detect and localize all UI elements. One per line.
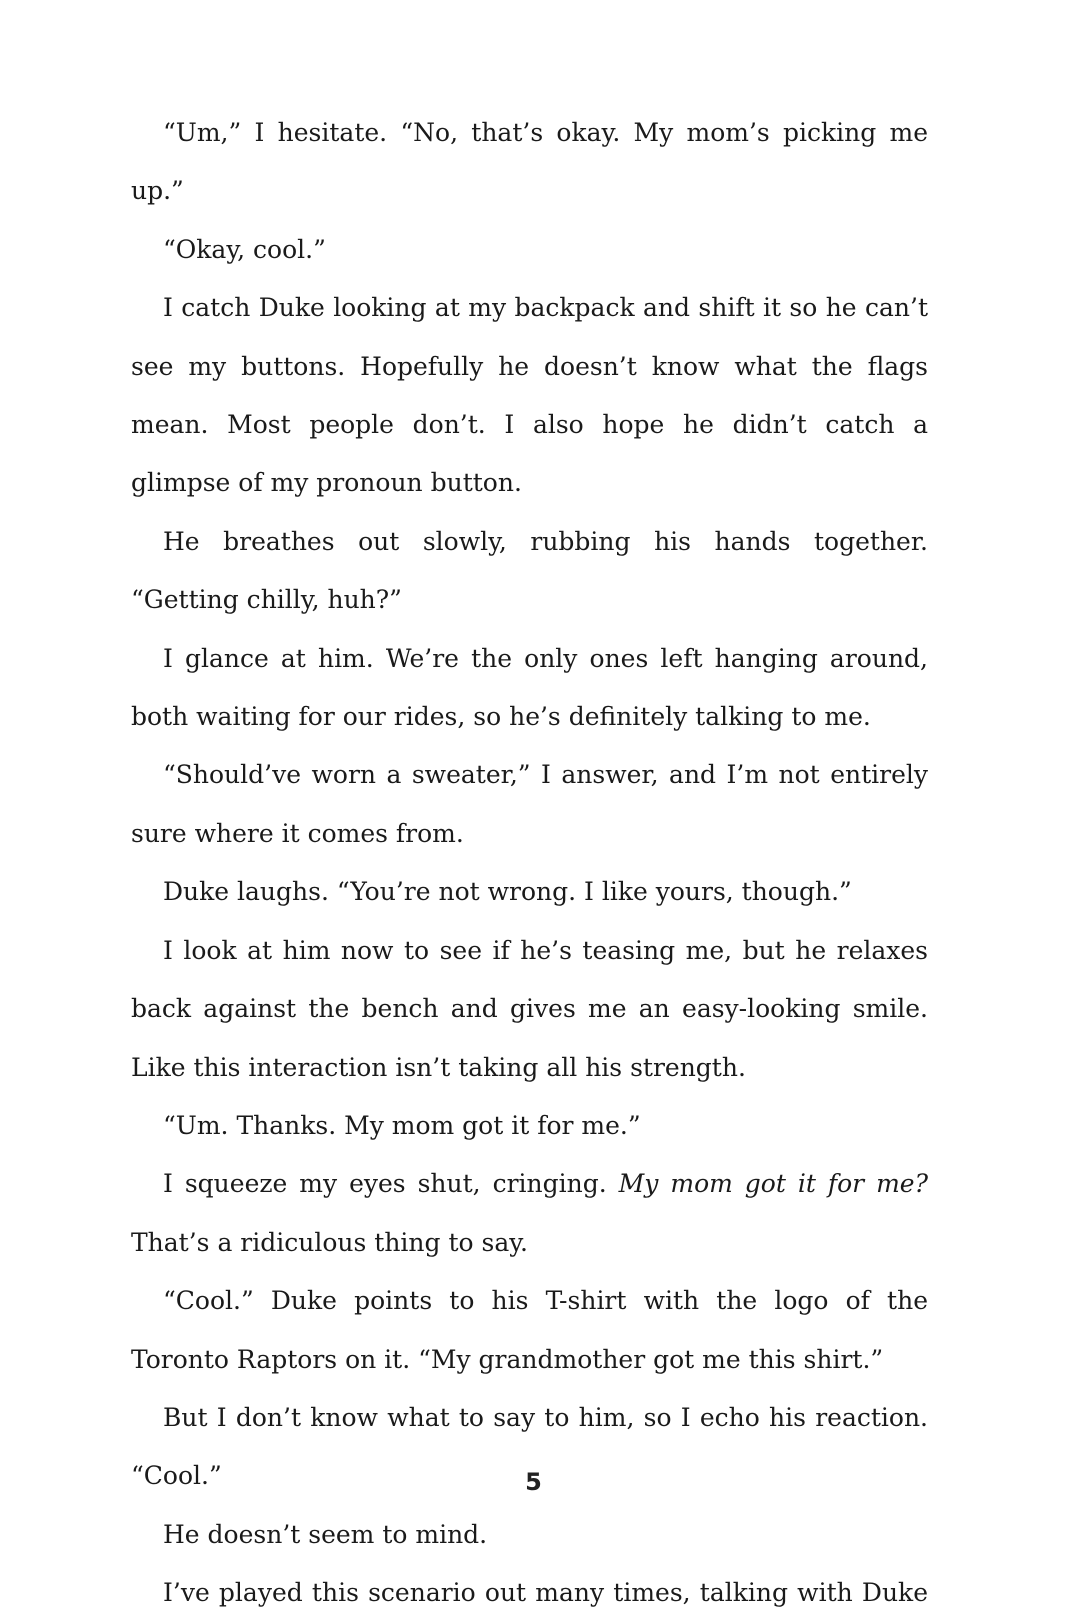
paragraph: Duke laughs. “You’re not wrong. I like yours, though.” <box>163 877 852 907</box>
paragraph: But I don’t know what to say to him, so I echo his reaction. “Cool.” <box>131 1402 928 1491</box>
italic-text: My mom got it for me? <box>618 1169 928 1199</box>
paragraph: He doesn’t seem to mind. <box>163 1519 488 1549</box>
paragraph: “Um. Thanks. My mom got it for me.” <box>163 1110 641 1140</box>
paragraph: “Um,” I hesitate. “No, that’s okay. My mom’s picking me up.” <box>131 118 928 206</box>
body-text <box>131 104 928 1623</box>
paragraph: “Okay, cool.” <box>163 234 326 264</box>
paragraph: He breathes out slowly, rubbing his hands together. “Getting chilly, huh?” <box>131 526 928 615</box>
paragraph: I’ve played this scenario out many times, talking with Duke <box>163 1578 928 1608</box>
paragraph <box>131 1155 928 1272</box>
page-number: 5 <box>525 1468 542 1496</box>
paragraph-text: That’s a ridiculous thing to say. <box>131 1227 528 1257</box>
paragraph: “Cool.” Duke points to his T-shirt with the logo of the Toronto Raptors on it. “My grandmother got me this shirt.” <box>131 1286 928 1374</box>
paragraph: “Should’ve worn a sweater,” I answer, and I’m not entirely sure where it comes from. <box>131 760 928 848</box>
paragraph: I look at him now to see if he’s teasing me, but he relaxes back against the bench and gives me an easy-looking smile. Like this interaction isn’t taking all his strength. <box>131 935 928 1082</box>
paragraph: I glance at him. We’re the only ones left hanging around, both waiting for our rides, so he’s definitely talking to me. <box>131 643 928 732</box>
paragraph: I catch Duke looking at my backpack and shift it so he can’t see my buttons. Hopefully he doesn’t know what the flags mean. Most people don’t. I also hope he didn’t catch a glimpse of my pronoun button. <box>131 293 928 498</box>
paragraph-text: I squeeze my eyes shut, cringing. <box>163 1169 619 1199</box>
